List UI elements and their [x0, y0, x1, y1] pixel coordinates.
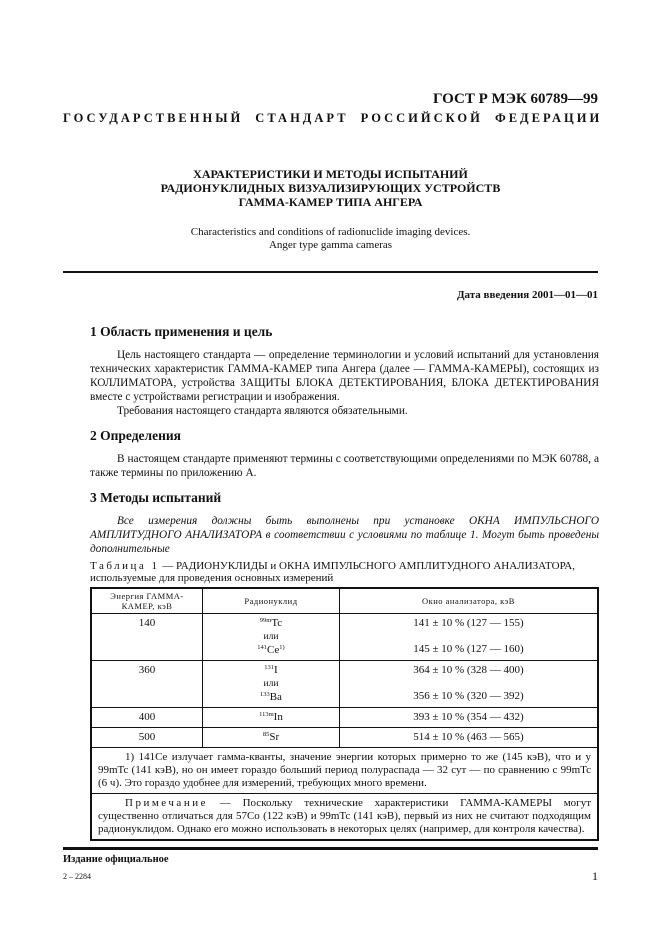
energy-cell: 140 [91, 614, 203, 661]
radionuclide-table [90, 587, 599, 841]
nuclide-cell [203, 728, 340, 748]
mass-number: 85 [262, 731, 270, 738]
english-title-line: Characteristics and conditions of radionuclide imaging devices. [190, 226, 471, 238]
column-header: Окно анализатора, кэВ [339, 588, 598, 614]
table-row [91, 728, 598, 748]
table-note [91, 794, 598, 841]
nuclide: Ce [267, 644, 280, 656]
mass-number: 141 [257, 644, 268, 651]
footer [63, 847, 598, 889]
window-value: 364 ± 10 % (328 — 400) [413, 664, 524, 676]
note-row [91, 794, 598, 841]
nuclide: I [274, 664, 278, 676]
window-cell [339, 661, 598, 708]
document-body [63, 324, 599, 889]
print-code: 2 – 2284 [63, 872, 91, 881]
note-text: — Поскольку технические характеристики ГАММА-КАМЕРЫ могут существенно отличаться для 57Co (122 кэВ) и 99mTc (141 кэВ), первый из них не считают подходящим радионуклидом. Однако его можно использовать в некоторых целях (например, для контроля качества). [98, 797, 591, 835]
table-header-row [91, 588, 598, 614]
section-2-paragraph: В настоящем стандарте применяют термины с соответствующими определениями по МЭК 60788, а также термины по приложению А. [90, 453, 599, 479]
nuclide-cell [203, 614, 340, 661]
column-header: Энергия ГАММА-КАМЕР, кэВ [91, 588, 203, 614]
table-footnote: 1) 141Ce излучает гамма-кванты, значение энергии которых примерно то же (145 кэВ), что и у 99mTc (141 кэВ), но он имеет гораздо больший период полураспада — 32 сут — по сравнению с 99mTc (6 ч). Это гораздо удобнее для измерений, требующих много времени. [91, 748, 598, 794]
nuclide-cell [203, 661, 340, 708]
table-row [91, 614, 598, 661]
window-value: 145 ± 10 % (127 — 160) [413, 643, 524, 655]
section-2-heading: 2 Определения [90, 428, 181, 443]
energy-cell: 500 [91, 728, 203, 748]
state-standard-heading: ГОСУДАРСТВЕННЫЙ СТАНДАРТ РОССИЙСКОЙ ФЕДЕРАЦИИ [63, 111, 603, 125]
english-title-line: Anger type gamma cameras [268, 239, 393, 251]
edition-label: Издание официальное [63, 854, 169, 865]
or-label: или [263, 679, 279, 689]
window-value: 356 ± 10 % (320 — 392) [413, 690, 524, 702]
table-row [91, 708, 598, 728]
document-title [63, 167, 598, 209]
section-1-paragraph: Требования настоящего стандарта являются обязательными. [117, 405, 408, 417]
caption-text: — РАДИОНУКЛИДЫ и ОКНА ИМПУЛЬСНОГО АМПЛИТУДНОГО АНАЛИЗАТОРА, используемые для проведения основных измерений [90, 560, 575, 584]
nuclide: In [273, 711, 283, 723]
mass-number: 113m [259, 711, 274, 718]
nuclide: Ba [269, 691, 282, 703]
standard-code: ГОСТ Р МЭК 60789—99 [433, 91, 598, 107]
nuclide-cell [203, 708, 340, 728]
effective-date: Дата введения 2001—01—01 [456, 289, 598, 301]
table-row [91, 661, 598, 708]
section-1-heading: 1 Область применения и цель [90, 324, 273, 339]
section-1-paragraph: Цель настоящего стандарта — определение терминологии и условий испытаний для установления технических характеристик ГАММА-КАМЕР типа Ангера (далее — ГАММА-КАМЕРЫ), состоящих из КОЛЛИМАТОРА, устройства ЗАЩИТЫ БЛОКА ДЕТЕКТИРОВАНИЯ, БЛОКА ДЕТЕКТИРОВАНИЯ вместе с устройствами регистрации и изображения. [90, 349, 599, 403]
title-line: ХАРАКТЕРИСТИКИ И МЕТОДЫ ИСПЫТАНИЙ [193, 167, 468, 181]
nuclide: Sr [269, 731, 280, 743]
mass-number: 133 [259, 691, 270, 698]
table-caption [90, 560, 599, 584]
mass-number: 99m [259, 617, 272, 624]
section-3-heading: 3 Методы испытаний [90, 490, 222, 505]
window-value: 141 ± 10 % (127 — 155) [413, 617, 524, 629]
note-label: Примечание [125, 797, 208, 809]
divider [63, 271, 598, 273]
column-header: Радионуклид [203, 588, 340, 614]
window-cell: 393 ± 10 % (354 — 432) [339, 708, 598, 728]
title-line: РАДИОНУКЛИДНЫХ ВИЗУАЛИЗИРУЮЩИХ УСТРОЙСТВ [160, 181, 501, 195]
energy-cell: 400 [91, 708, 203, 728]
or-label: или [263, 632, 279, 642]
window-cell: 514 ± 10 % (463 — 565) [339, 728, 598, 748]
page-number: 1 [592, 869, 598, 883]
window-cell [339, 614, 598, 661]
footnote-row [91, 748, 598, 794]
energy-cell: 360 [91, 661, 203, 708]
caption-label: Таблица 1 [90, 560, 160, 572]
section-3-paragraph: Все измерения должны быть выполнены при установке ОКНА ИМПУЛЬСНОГО АМПЛИТУДНОГО АНАЛИЗАТОРА в соответствии с условиями по таблице 1. Могут быть проведены дополнительные [90, 515, 599, 555]
title-line: ГАММА-КАМЕР ТИПА АНГЕРА [238, 195, 423, 209]
nuclide: Tc [271, 617, 283, 629]
mass-number: 131 [264, 664, 274, 671]
footnote-ref: 1) [279, 644, 285, 651]
english-title [63, 226, 598, 252]
